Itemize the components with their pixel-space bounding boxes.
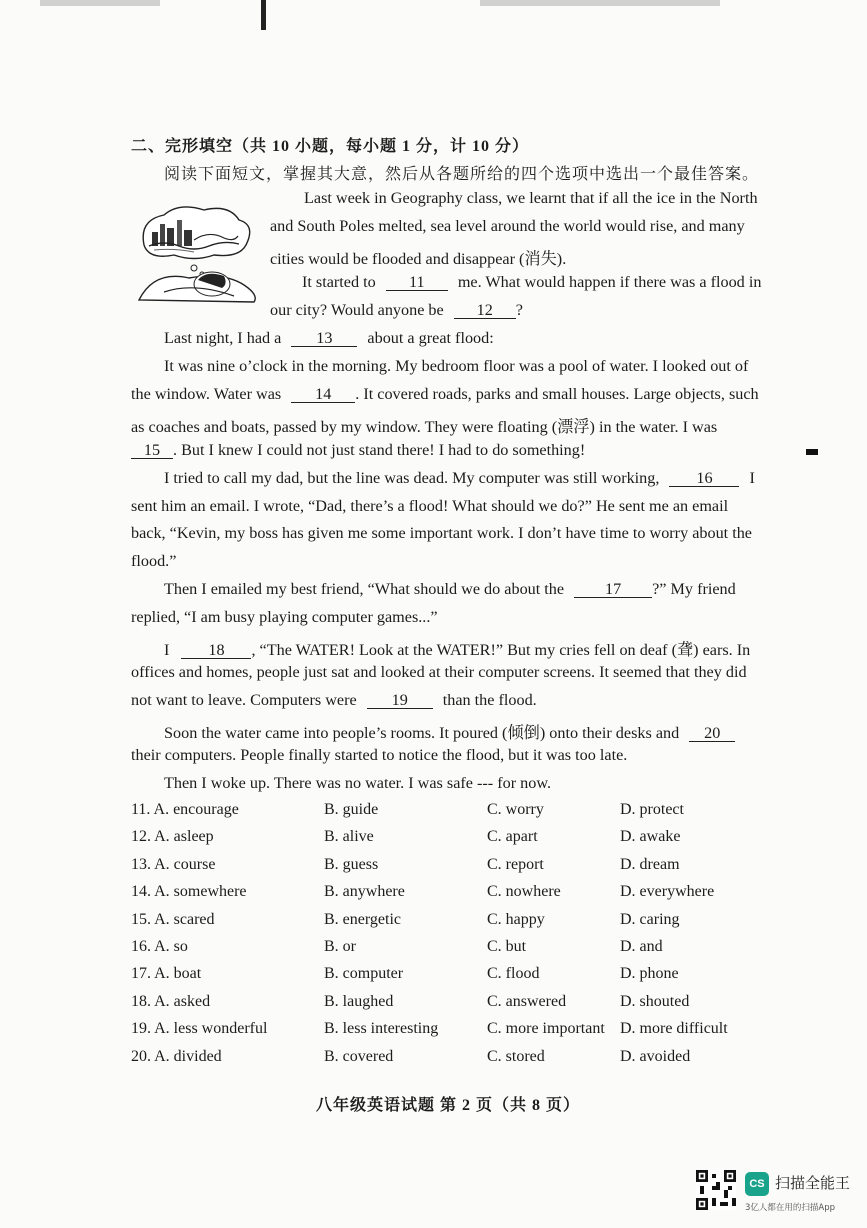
option-17-b: B. computer bbox=[324, 965, 404, 983]
option-20-d: D. avoided bbox=[620, 1047, 691, 1065]
passage-line bbox=[164, 636, 750, 660]
blank-15: 15 bbox=[131, 442, 173, 459]
blank-13: 13 bbox=[291, 330, 357, 347]
option-11-a: 11. A. encourage bbox=[131, 801, 239, 818]
blank-20: 20 bbox=[689, 725, 735, 742]
passage-text: Soon the water came into people’s rooms. It poured (倾倒) onto their desks and bbox=[164, 724, 680, 742]
passage-line: as coaches and boats, passed by my window. They were floating (漂浮) in the water. I was bbox=[131, 418, 718, 436]
passage-text: the window. Water was bbox=[131, 385, 282, 403]
scanner-tagline: 3亿人都在用的扫描App bbox=[745, 1203, 836, 1213]
option-12-b: B. alive bbox=[324, 828, 374, 846]
camscanner-logo-icon: CS bbox=[745, 1172, 769, 1196]
passage-text: Then I emailed my best friend, “What should we do about the bbox=[164, 580, 565, 598]
option-11-c: C. worry bbox=[487, 801, 544, 818]
passage-line: Last week in Geography class, we learnt that if all the ice in the North bbox=[304, 189, 758, 207]
section-title: 二、完形填空（共 10 小题，每小题 1 分，计 10 分） bbox=[131, 138, 530, 155]
passage-text: I tried to call my dad, but the line was dead. My computer was still working, bbox=[164, 469, 660, 487]
qr-code-icon bbox=[696, 1170, 736, 1210]
passage-line: It was nine o’clock in the morning. My bedroom floor was a pool of water. I looked out of bbox=[164, 357, 749, 375]
option-19-c: C. more important bbox=[487, 1020, 605, 1038]
option-14-c: C. nowhere bbox=[487, 883, 561, 901]
passage-text: about a great flood: bbox=[367, 329, 494, 347]
option-16-a: 16. A. so bbox=[131, 938, 188, 955]
blank-17: 17 bbox=[574, 581, 652, 598]
passage-text: . But I knew I could not just stand there! I had to do something! bbox=[173, 441, 586, 459]
passage-line: back, “Kevin, my boss has given me some important work. I don’t have time to worry about the bbox=[131, 524, 752, 542]
option-11-d: D. protect bbox=[620, 801, 684, 818]
option-13-d: D. dream bbox=[620, 855, 680, 873]
option-16-b: B. or bbox=[324, 938, 356, 955]
scanner-app-name: 扫描全能王 bbox=[775, 1174, 851, 1192]
option-12-d: D. awake bbox=[620, 828, 681, 846]
blank-11: 11 bbox=[386, 274, 448, 291]
scan-side-mark bbox=[806, 449, 818, 455]
blank-16: 16 bbox=[669, 470, 739, 487]
passage-text: I bbox=[749, 469, 755, 487]
passage-line bbox=[164, 469, 755, 488]
option-12-a: 12. A. asleep bbox=[131, 828, 214, 846]
option-19-d: D. more difficult bbox=[620, 1020, 728, 1038]
passage-text: ? bbox=[515, 301, 523, 319]
passage-text: . It covered roads, parks and small houses. Large objects, such bbox=[355, 385, 759, 403]
option-20-b: B. covered bbox=[324, 1047, 394, 1065]
option-17-c: C. flood bbox=[487, 965, 540, 983]
section-instruction: 阅读下面短文，掌握其大意，然后从各题所给的四个选项中选出一个最佳答案。 bbox=[164, 166, 760, 183]
passage-line: and South Poles melted, sea level around the world would rise, and many bbox=[270, 217, 745, 235]
passage-line bbox=[164, 580, 736, 599]
option-14-b: B. anywhere bbox=[324, 883, 405, 901]
option-18-c: C. answered bbox=[487, 992, 567, 1010]
passage-text: , “The WATER! Look at the WATER!” But my cries fell on deaf (聋) ears. In bbox=[251, 641, 751, 659]
passage-line: cities would be flooded and disappear (消失). bbox=[270, 250, 567, 268]
passage-line: replied, “I am busy playing computer games...” bbox=[131, 608, 438, 626]
passage-line bbox=[302, 273, 761, 292]
option-14-a: 14. A. somewhere bbox=[131, 883, 247, 901]
passage-text: Last night, I had a bbox=[164, 329, 282, 347]
passage-line bbox=[270, 301, 523, 320]
passage-line: offices and homes, people just sat and looked at their computer screens. It seemed that they did bbox=[131, 663, 747, 681]
passage-line bbox=[131, 385, 759, 404]
option-16-c: C. but bbox=[487, 938, 527, 955]
option-18-b: B. laughed bbox=[324, 992, 394, 1010]
passage-text: ?” My friend bbox=[652, 580, 736, 598]
passage-text: not want to leave. Computers were bbox=[131, 691, 357, 709]
option-13-b: B. guess bbox=[324, 855, 379, 873]
option-11-b: B. guide bbox=[324, 801, 379, 818]
option-15-a: 15. A. scared bbox=[131, 910, 215, 928]
blank-14: 14 bbox=[291, 386, 355, 403]
option-15-c: C. happy bbox=[487, 910, 545, 928]
option-17-d: D. phone bbox=[620, 965, 679, 983]
page-footer: 八年级英语试题 第 2 页（共 8 页） bbox=[316, 1097, 581, 1114]
passage-text: It started to bbox=[302, 273, 376, 291]
option-19-a: 19. A. less wonderful bbox=[131, 1020, 268, 1038]
passage-line bbox=[164, 329, 494, 348]
option-19-b: B. less interesting bbox=[324, 1020, 439, 1038]
option-12-c: C. apart bbox=[487, 828, 538, 846]
passage-text: our city? Would anyone be bbox=[270, 301, 444, 319]
option-18-d: D. shouted bbox=[620, 992, 690, 1010]
option-20-a: 20. A. divided bbox=[131, 1047, 222, 1065]
option-18-a: 18. A. asked bbox=[131, 992, 211, 1010]
blank-19: 19 bbox=[367, 692, 433, 709]
passage-line: Then I woke up. There was no water. I was safe --- for now. bbox=[164, 774, 552, 792]
option-13-a: 13. A. course bbox=[131, 855, 216, 873]
passage-text: than the flood. bbox=[442, 691, 537, 709]
option-17-a: 17. A. boat bbox=[131, 965, 202, 983]
sleeping-boy-illustration bbox=[134, 200, 264, 305]
passage-text: I bbox=[164, 641, 170, 659]
passage-text: me. What would happen if there was a flood in bbox=[457, 273, 762, 291]
option-15-b: B. energetic bbox=[324, 910, 402, 928]
passage-line: flood.” bbox=[131, 552, 177, 570]
passage-line: their computers. People finally started to notice the flood, but it was too late. bbox=[131, 746, 628, 764]
option-20-c: C. stored bbox=[487, 1047, 545, 1065]
scan-edge-mark bbox=[40, 0, 160, 6]
option-16-d: D. and bbox=[620, 938, 663, 955]
option-14-d: D. everywhere bbox=[620, 883, 715, 901]
passage-line bbox=[131, 691, 537, 710]
passage-line bbox=[164, 719, 735, 743]
scan-edge-mark bbox=[480, 0, 720, 6]
option-15-d: D. caring bbox=[620, 910, 680, 928]
blank-12: 12 bbox=[454, 302, 516, 319]
passage-line bbox=[131, 441, 585, 460]
option-13-c: C. report bbox=[487, 855, 544, 873]
passage-line: sent him an email. I wrote, “Dad, there’s a flood! What should we do?” He sent me an email bbox=[131, 497, 729, 515]
scan-bar-mark bbox=[261, 0, 266, 30]
blank-18: 18 bbox=[181, 642, 251, 659]
